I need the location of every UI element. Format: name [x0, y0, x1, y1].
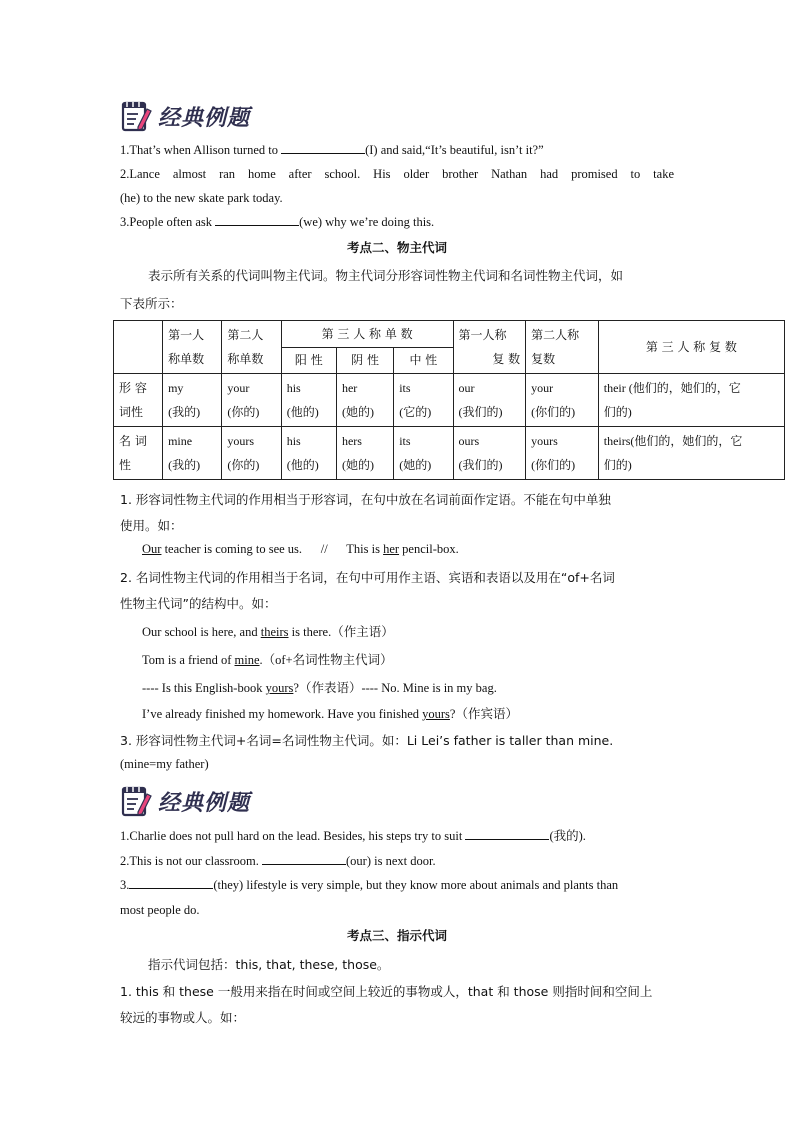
- header-masculine: 阳 性: [281, 347, 336, 374]
- kp3-intro: 指示代词包括：this, that, these, those。: [148, 957, 390, 972]
- kp2-intro-line2: 下表所示：: [120, 296, 183, 311]
- table-row-noun: [114, 427, 785, 480]
- header-first-singular: 第一人 称单数: [163, 321, 222, 374]
- table-corner-cell: [114, 321, 163, 374]
- kp3-title: 考点三、指示代词: [346, 928, 447, 943]
- example-header-2: [120, 783, 250, 819]
- table-cell: our (我们的): [453, 374, 526, 427]
- table-cell: ours (我们的): [453, 427, 526, 480]
- header-second-singular: 第二人 称单数: [222, 321, 281, 374]
- s2-question-1: 1.Charlie does not pull hard on the lead. Besides, his steps try to suit (我的).: [120, 829, 586, 843]
- header-first-plural: 第一人称 复 数: [453, 321, 526, 374]
- table-cell: your (你的): [222, 374, 281, 427]
- notebook-pencil-icon: [120, 784, 154, 818]
- answer-blank[interactable]: [281, 141, 365, 154]
- header-feminine: 阴 性: [336, 347, 393, 374]
- table-cell: yours (你们的): [526, 427, 599, 480]
- note-2-line2: 性物主代词”的结构中。如：: [120, 596, 277, 611]
- note-3-line1: 3. 形容词性物主代词+名词=名词性物主代词。如：Li Lei’s father is taller than mine.: [120, 733, 614, 748]
- table-cell: his (他的): [281, 374, 336, 427]
- table-cell: my (我的): [163, 374, 222, 427]
- kp2-title: 考点二、物主代词: [346, 240, 447, 255]
- s1-question-3: 3.People often ask (we) why we’re doing this.: [120, 215, 435, 229]
- table-cell: its (她的): [394, 427, 453, 480]
- table-cell: their (他们的，她们的，它 们的): [598, 374, 784, 427]
- example-banner: 经典例题: [158, 790, 251, 816]
- note-2-line1: 2. 名词性物主代词的作用相当于名词，在句中可用作主语、宾语和表语以及用在“of+名词: [120, 570, 615, 585]
- note-3-line2: (mine=my father): [120, 757, 209, 771]
- s2-question-3: 3. (they) lifestyle is very simple, but they know more about animals and plants than: [120, 878, 619, 892]
- answer-blank[interactable]: [465, 827, 549, 840]
- table-cell: theirs(他们的，她们的，它 们的): [598, 427, 784, 480]
- note-1-example: Our teacher is coming to see us. // This is her pencil-box.: [142, 542, 459, 556]
- table-cell: her (她的): [336, 374, 393, 427]
- kp3-point1-line1: 1. this 和 these 一般用来指在时间或空间上较近的事物或人，that 和 those 则指时间和空间上: [120, 984, 653, 999]
- example-subject: Our school is here, and theirs is there.（作主语）: [142, 625, 394, 639]
- note-1-line2: 使用。如：: [120, 518, 183, 533]
- possessive-pronoun-table: [113, 320, 785, 480]
- s1-question-1: 1.That’s when Allison turned to (I) and said,“It’s beautiful, isn’t it?”: [120, 143, 544, 157]
- header-neuter: 中 性: [394, 347, 453, 374]
- answer-blank[interactable]: [129, 876, 213, 889]
- table-cell: his (他的): [281, 427, 336, 480]
- header-second-plural: 第二人称 复数: [526, 321, 599, 374]
- table-cell: your (你们的): [526, 374, 599, 427]
- header-third-singular: 第 三 人 称 单 数: [281, 321, 453, 348]
- table-cell: hers (她的): [336, 427, 393, 480]
- s2-question-3-line2: most people do.: [120, 903, 200, 917]
- notebook-pencil-icon: [120, 99, 154, 133]
- answer-blank[interactable]: [215, 213, 299, 226]
- s1-question-2-line2: (he) to the new skate park today.: [120, 191, 283, 205]
- row-label: 名 词 性: [114, 427, 163, 480]
- example-predicative: ---- Is this English-book yours?（作表语）---- No. Mine is in my bag.: [142, 681, 497, 695]
- answer-blank[interactable]: [262, 852, 346, 865]
- example-banner: 经典例题: [158, 105, 251, 131]
- row-label: 形 容 词性: [114, 374, 163, 427]
- example-header-1: [120, 98, 250, 134]
- example-object: I’ve already finished my homework. Have you finished yours?（作宾语）: [142, 707, 518, 721]
- table-row-adjective: [114, 374, 785, 427]
- example-of-structure: Tom is a friend of mine.（of+名词性物主代词）: [142, 653, 393, 667]
- table-cell: mine (我的): [163, 427, 222, 480]
- s1-question-2-line1: 2.Lance almost ran home after school. His older brother Nathan had promised to take: [120, 167, 674, 181]
- s2-question-2: 2.This is not our classroom. (our) is next door.: [120, 854, 436, 868]
- header-third-plural: 第 三 人 称 复 数: [598, 321, 784, 374]
- kp3-point1-line2: 较远的事物或人。如：: [120, 1010, 246, 1025]
- table-cell: its (它的): [394, 374, 453, 427]
- note-1-line1: 1. 形容词性物主代词的作用相当于形容词，在句中放在名词前面作定语。不能在句中单独: [120, 492, 611, 507]
- kp2-intro-line1: 表示所有关系的代词叫物主代词。物主代词分形容词性物主代词和名词性物主代词，如: [148, 268, 624, 283]
- table-cell: yours (你的): [222, 427, 281, 480]
